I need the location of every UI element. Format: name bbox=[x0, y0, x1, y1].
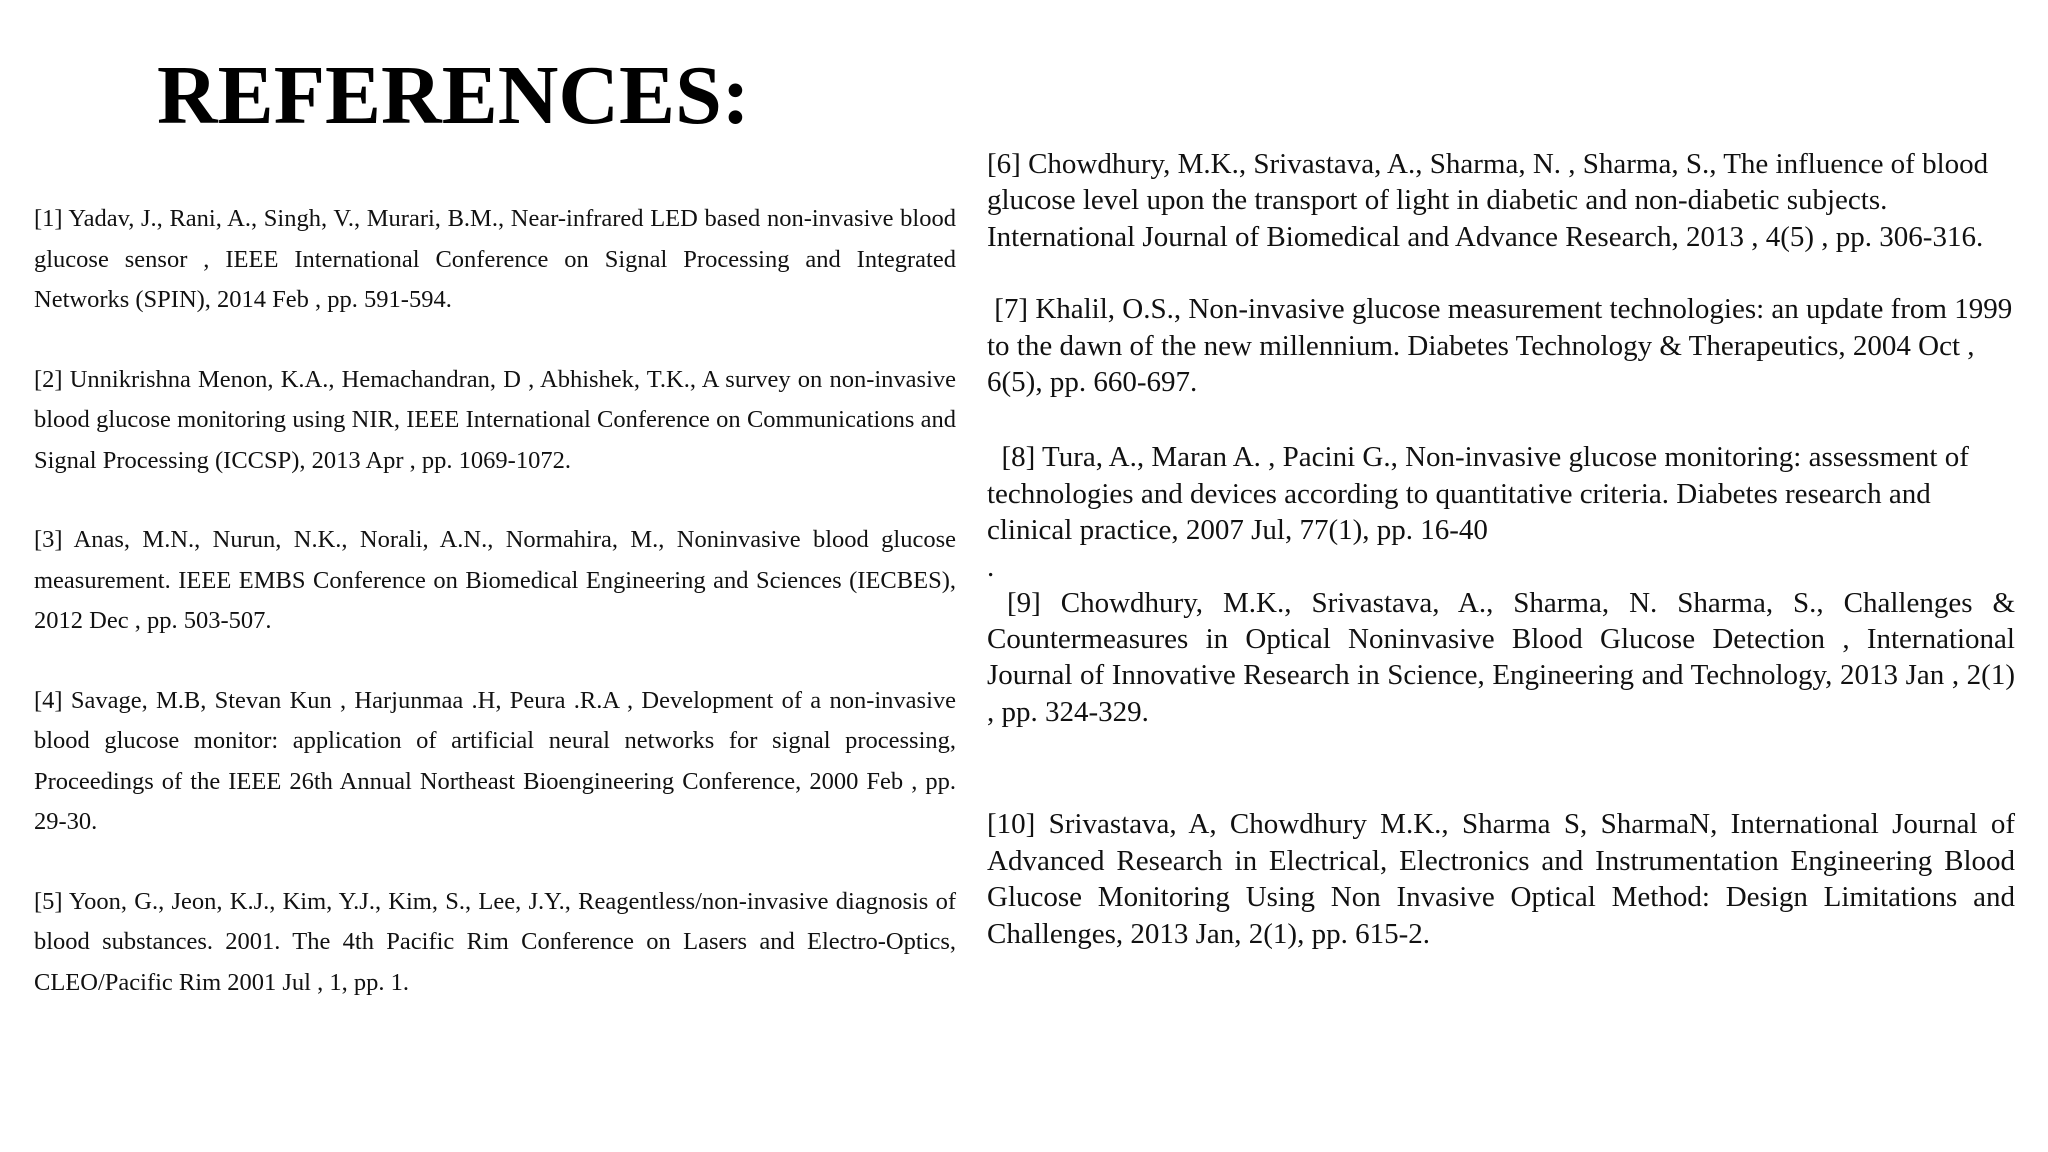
reference-1: [1] Yadav, J., Rani, A., Singh, V., Murari, B.M., Near-infrared LED based non-invasive blood glucose sensor , IEEE International Conference on Signal Processing and Integrated Networks (SPIN), 2014 Feb , pp. 591-594. bbox=[34, 205, 956, 313]
reference-6: [6] Chowdhury, M.K., Srivastava, A., Sharma, N. , Sharma, S., The influence of blood glucose level upon the transport of light in diabetic and non-diabetic subjects. International Journal of Biomedical and Advance Research, 2013 , 4(5) , pp. 306-316. bbox=[987, 148, 1989, 253]
page-title: REFERENCES: bbox=[157, 49, 750, 142]
stray-period: . bbox=[987, 550, 995, 583]
reference-3: [3] Anas, M.N., Nurun, N.K., Norali, A.N., Normahira, M., Noninvasive blood glucose measurement. IEEE EMBS Conference on Biomedical Engineering and Sciences (IECBES), 2012 Dec , pp. 503-507. bbox=[34, 526, 956, 634]
reference-9: [9] Chowdhury, M.K., Srivastava, A., Sharma, N. Sharma, S., Challenges & Countermeasures in Optical Noninvasive Blood Glucose Detection , International Journal of Innovative Research in Science, Engineering and Technology, 2013 Jan , 2(1) , pp. 324-329. bbox=[987, 586, 2023, 728]
reference-7: [7] Khalil, O.S., Non-invasive glucose measurement technologies: an update from 1999 to the dawn of the new millennium. Diabetes Technology & Therapeutics, 2004 Oct , 6(5), pp. 660-697. bbox=[987, 293, 2020, 399]
reference-5: [5] Yoon, G., Jeon, K.J., Kim, Y.J., Kim, S., Lee, J.Y., Reagentless/non-invasive diagnosis of blood substances. 2001. The 4th Pacific Rim Conference on Lasers and Electro-Optics, CLEO/Pacific Rim 2001 Jul , 1, pp. 1. bbox=[34, 887, 956, 996]
reference-10: [10] Srivastava, A, Chowdhury M.K., Sharma S, SharmaN, International Journal of Advanced Research in Electrical, Electronics and Instrumentation Engineering Blood Glucose Monitoring Using Non Invasive Optical Method: Design Limitations and Challenges, 2013 Jan, 2(1), pp. 615-2. bbox=[987, 808, 2015, 950]
reference-4: [4] Savage, M.B, Stevan Kun , Harjunmaa .H, Peura .R.A , Development of a non-invasive blood glucose monitor: application of artificial neural networks for signal processing, Proceedings of the IEEE 26th Annual Northeast Bioengineering Conference, 2000 Feb , pp. 29-30. bbox=[34, 686, 956, 835]
reference-2: [2] Unnikrishna Menon, K.A., Hemachandran, D , Abhishek, T.K., A survey on non-invasive blood glucose monitoring using NIR, IEEE International Conference on Communications and Signal Processing (ICCSP), 2013 Apr , pp. 1069-1072. bbox=[34, 365, 956, 474]
reference-8: [8] Tura, A., Maran A. , Pacini G., Non-invasive glucose monitoring: assessment of technologies and devices according to quantitative criteria. Diabetes research and clinical practice, 2007 Jul, 77(1), pp. 16-40 bbox=[987, 441, 1977, 547]
references-right-column bbox=[987, 146, 2023, 952]
references-left-column bbox=[34, 199, 956, 1003]
